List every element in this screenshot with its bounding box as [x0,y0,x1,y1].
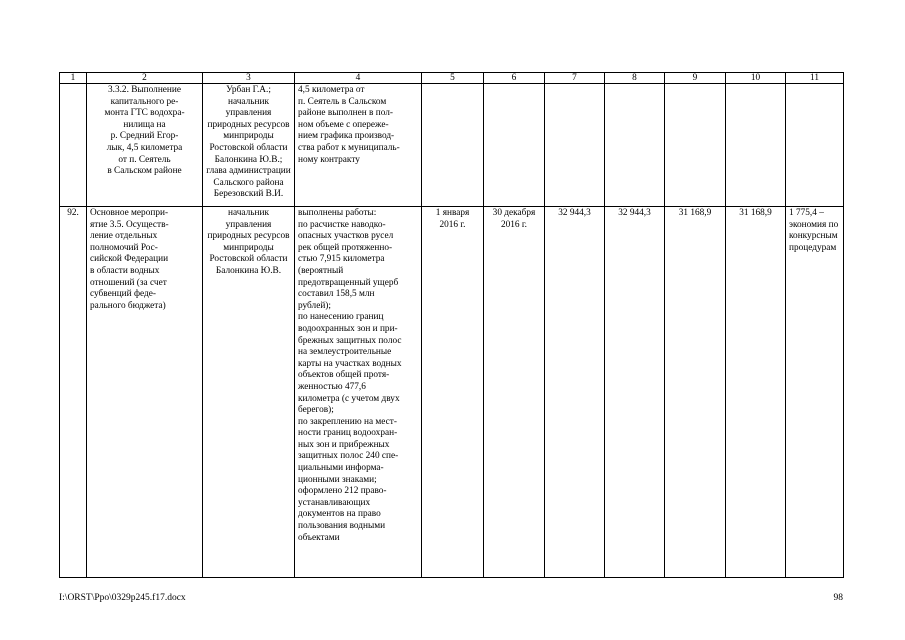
header-cell: 9 [665,73,726,84]
value-col-11: 1 775,4 – экономия по конкурсным процедурам [786,207,844,578]
value-col-8: 32 944,3 [605,207,665,578]
header-cell: 7 [545,73,605,84]
table-row [60,207,844,578]
header-cell: 3 [203,73,295,84]
responsible-executor: начальник управления природных ресурсов минприроды Ростовской области Балонкина Ю.В. [203,207,295,578]
row-number: 92. [60,207,87,578]
value-col-7 [545,84,605,207]
header-cell: 4 [295,73,422,84]
start-date [422,84,484,207]
value-col-9: 31 168,9 [665,207,726,578]
value-col-9 [665,84,726,207]
implementation-result: выполнены работы: по расчистке наводко- опасных участков русел рек общей протяженно- стью 7,915 километра (вероятный предотвращенный ущерб составил 158,5 млн рублей); по нанесению границ водоохранных зон и при- брежных защитных полос на землеустроительные карты на участках водных объектов общей протя- женностью 477,6 километра (с учетом двух берегов); по закреплению на мест- ности границ водоохран- ных зон и прибрежных защитных полос 240 спе- циальными информа- ционными знаками; оформлено 212 право- устанавливающих документов на право пользования водными объектами [295,207,422,578]
column-number-row [60,73,844,84]
value-col-11 [786,84,844,207]
header-cell: 8 [605,73,665,84]
start-date: 1 января 2016 г. [422,207,484,578]
value-col-10: 31 168,9 [726,207,786,578]
header-cell: 2 [87,73,203,84]
value-col-7: 32 944,3 [545,207,605,578]
event-name: 3.3.2. Выполнение капитального ре- монта ГТС водохра- нилища на р. Средний Егор- лык, 4,5 километра от п. Сеятель в Сальском районе [87,84,203,207]
value-col-10 [726,84,786,207]
report-table [59,72,844,578]
end-date: 30 декабря 2016 г. [484,207,545,578]
page-number: 98 [833,593,843,603]
header-cell: 6 [484,73,545,84]
header-cell: 5 [422,73,484,84]
value-col-8 [605,84,665,207]
event-name: Основное меропри- ятие 3.5. Осуществ- ление отдельных полномочий Рос- сийской Федерации в области водных отношений (за счет субвенций феде- рального бюджета) [87,207,203,578]
table-row [60,84,844,207]
header-cell: 10 [726,73,786,84]
row-number [60,84,87,207]
responsible-executor: Урбан Г.А.; начальник управления природных ресурсов минприроды Ростовской области Балонкина Ю.В.; глава администрации Сальского района Березовский В.И. [203,84,295,207]
file-path-footer: I:\ORST\Ppo\0329p245.f17.docx [59,593,186,603]
implementation-result: 4,5 километра от п. Сеятель в Сальском районе выполнен в пол- ном объеме с опереже- нием графика производ- ства работ к муниципаль- ному контракту [295,84,422,207]
header-cell: 1 [60,73,87,84]
header-cell: 11 [786,73,844,84]
end-date [484,84,545,207]
